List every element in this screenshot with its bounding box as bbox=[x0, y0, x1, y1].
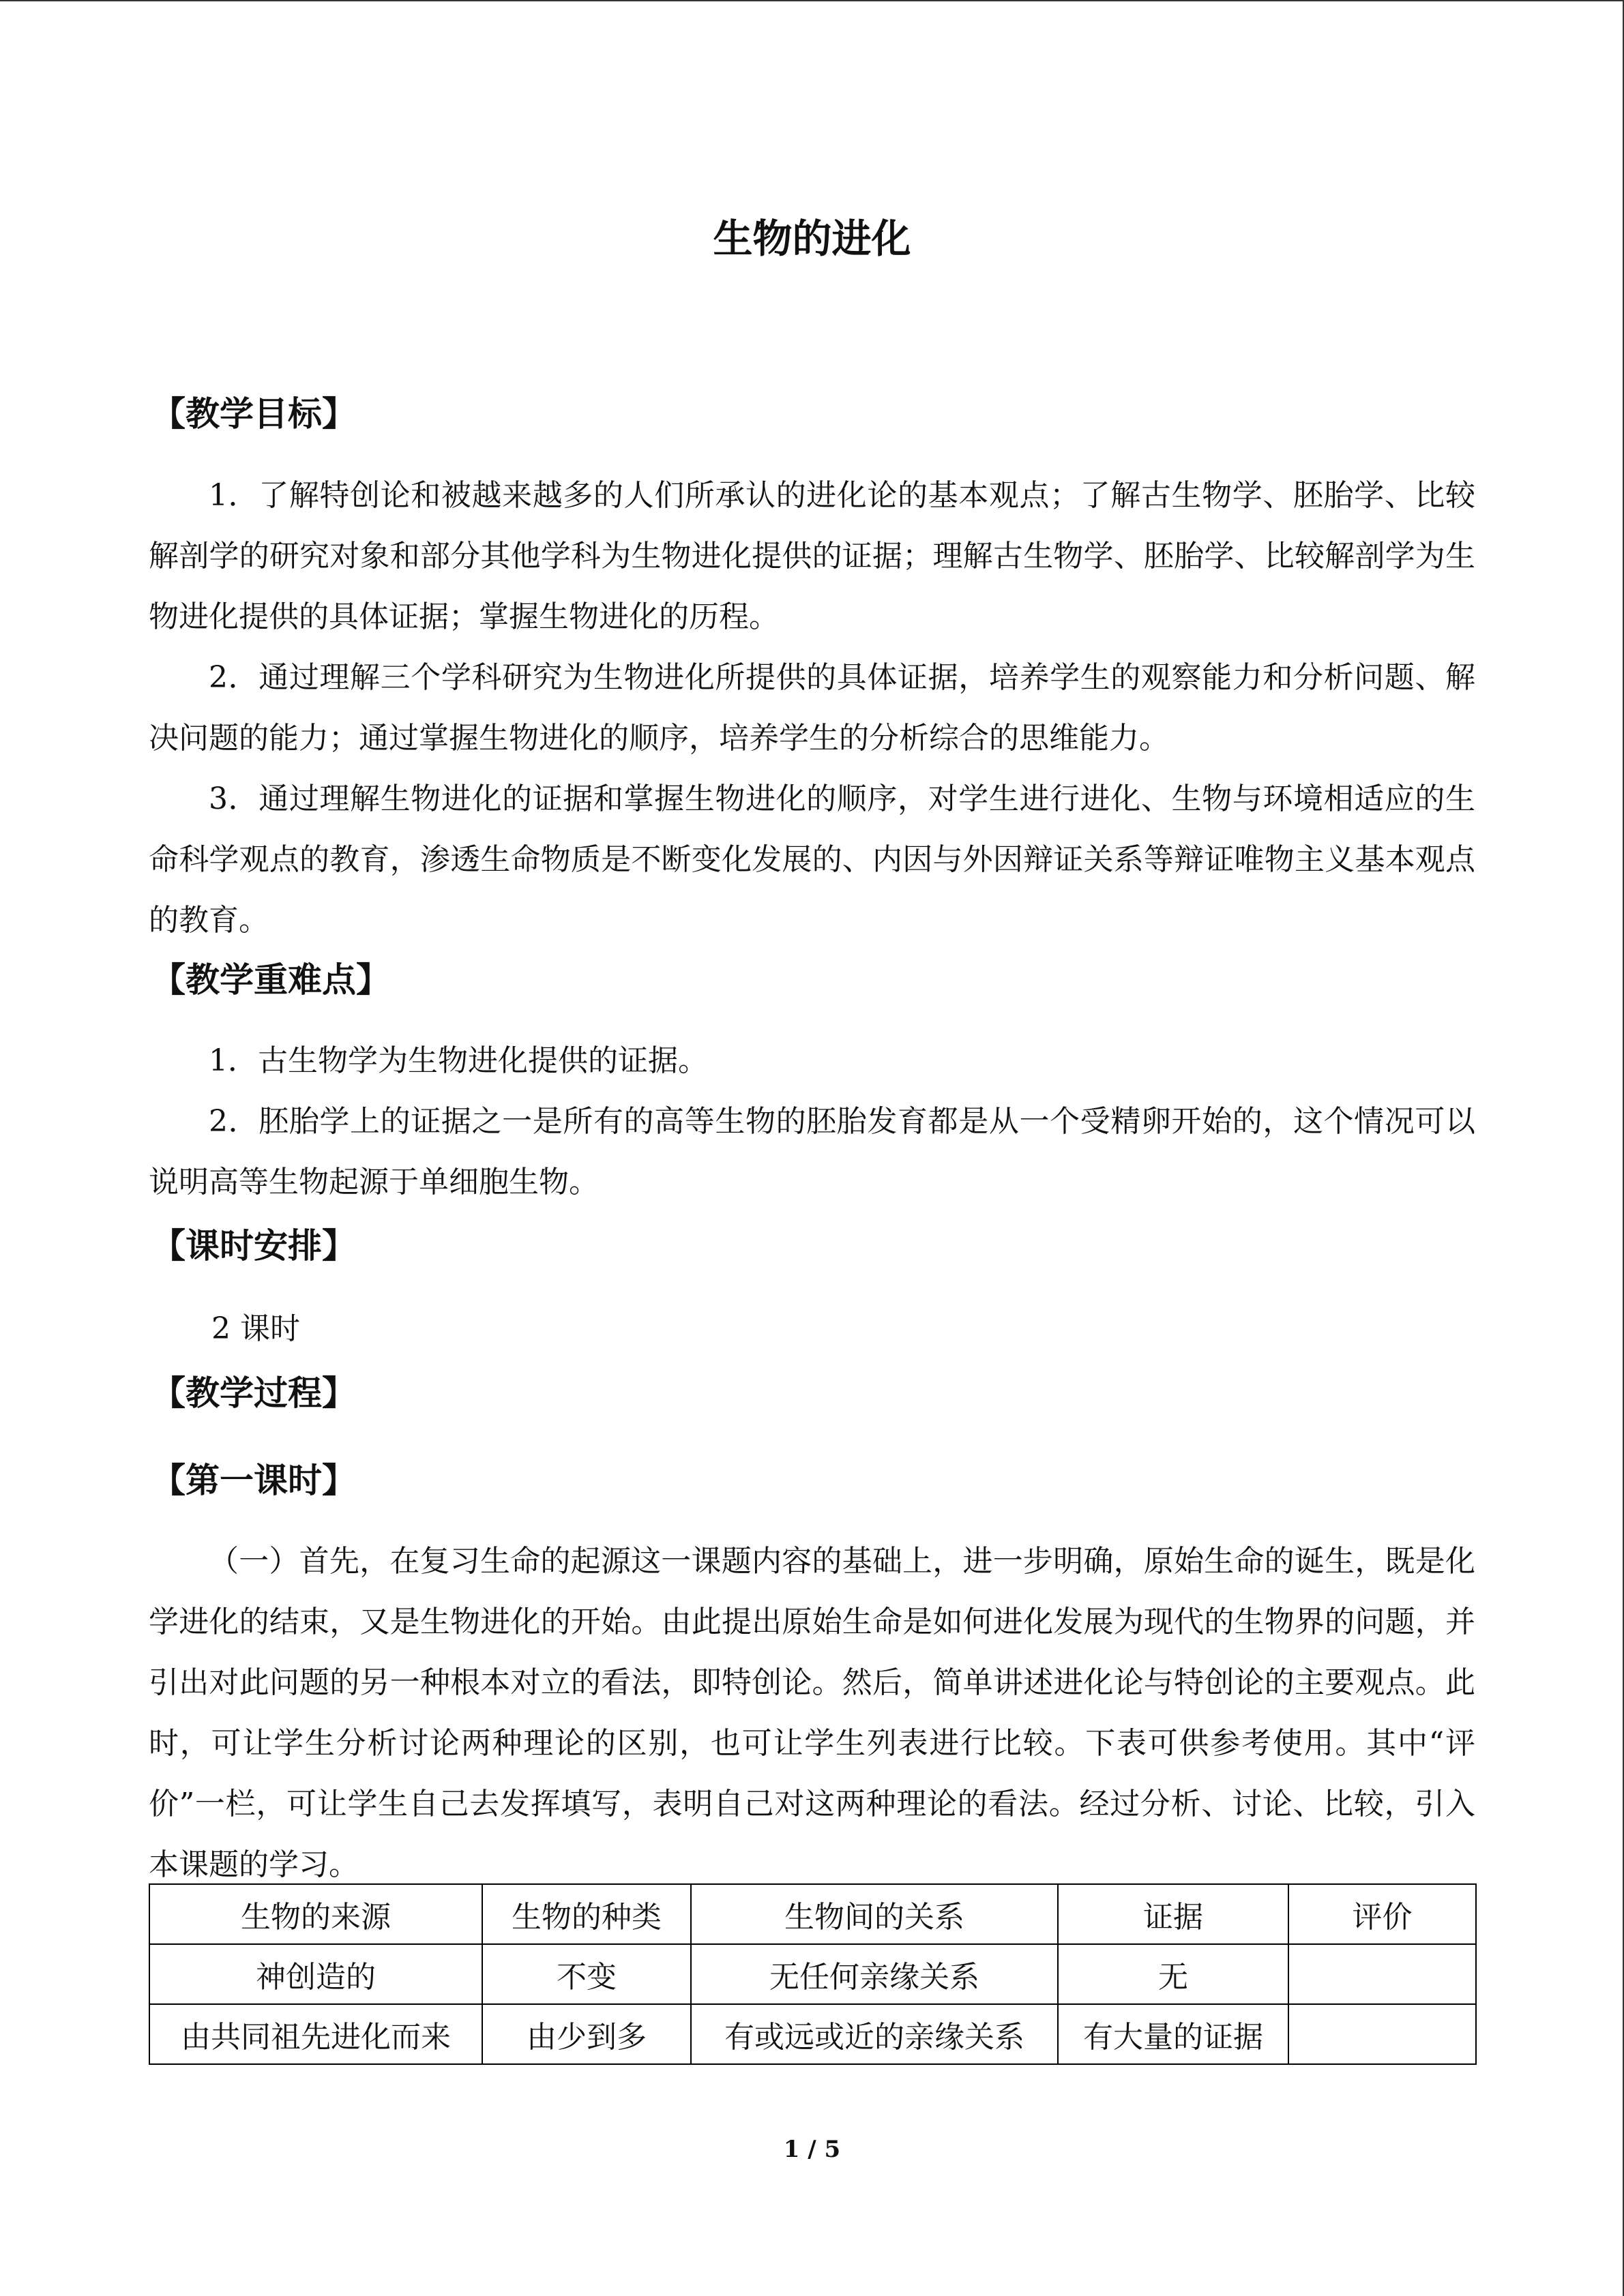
top-border-line bbox=[0, 0, 1624, 1]
table-header-cell: 生物的来源 bbox=[149, 1884, 482, 1944]
heading-process: 【教学过程】 bbox=[151, 1373, 356, 1413]
comparison-table bbox=[149, 1883, 1477, 2065]
table-header-cell: 生物间的关系 bbox=[691, 1884, 1058, 1944]
page-indicator: 1 / 5 bbox=[783, 2136, 841, 2163]
objective-item-1: 1．了解特创论和被越来越多的人们所承认的进化论的基本观点；了解古生物学、胚胎学、比较解剖学的研究对象和部分其他学科为生物进化提供的证据；理解古生物学、胚胎学、比较解剖学为生物进化提供的具体证据；掌握生物进化的历程。 bbox=[149, 478, 1475, 634]
table-cell: 由少到多 bbox=[482, 2004, 691, 2064]
lesson-1-paragraph: （一）首先，在复习生命的起源这一课题内容的基础上，进一步明确，原始生命的诞生，既是化学进化的结束，又是生物进化的开始。由此提出原始生命是如何进化发展为现代的生物界的问题，并引出对此问题的另一种根本对立的看法，即特创论。然后，简单讲述进化论与特创论的主要观点。此时，可让学生分析讨论两种理论的区别，也可让学生列表进行比较。下表可供参考使用。其中“评价”一栏，可让学生自己去发挥填写，表明自己对这两种理论的看法。经过分析、讨论、比较，引入本课题的学习。 bbox=[149, 1544, 1475, 1882]
table-cell bbox=[1288, 1944, 1476, 2004]
table-header-row bbox=[149, 1884, 1476, 1944]
table-cell: 有或远或近的亲缘关系 bbox=[691, 2004, 1058, 2064]
table-cell: 神创造的 bbox=[149, 1944, 482, 2004]
table-cell: 有大量的证据 bbox=[1058, 2004, 1288, 2064]
table-header-cell: 评价 bbox=[1288, 1884, 1476, 1944]
table-cell bbox=[1288, 2004, 1476, 2064]
document-title: 生物的进化 bbox=[713, 215, 911, 262]
table-cell: 由共同祖先进化而来 bbox=[149, 2004, 482, 2064]
key-point-item-2: 2．胚胎学上的证据之一是所有的高等生物的胚胎发育都是从一个受精卵开始的，这个情况可以说明高等生物起源于单细胞生物。 bbox=[149, 1104, 1475, 1199]
table-row bbox=[149, 2004, 1476, 2064]
heading-objectives: 【教学目标】 bbox=[151, 394, 356, 434]
table-header-cell: 证据 bbox=[1058, 1884, 1288, 1944]
table-cell: 无 bbox=[1058, 1944, 1288, 2004]
heading-key-points: 【教学重难点】 bbox=[151, 960, 390, 1000]
table-cell: 无任何亲缘关系 bbox=[691, 1944, 1058, 2004]
objective-item-3: 3．通过理解生物进化的证据和掌握生物进化的顺序，对学生进行进化、生物与环境相适应的生命科学观点的教育，渗透生命物质是不断变化发展的、内因与外因辩证关系等辩证唯物主义基本观点的教育。 bbox=[149, 781, 1475, 938]
objective-item-2: 2．通过理解三个学科研究为生物进化所提供的具体证据，培养学生的观察能力和分析问题、解决问题的能力；通过掌握生物进化的顺序，培养学生的分析综合的思维能力。 bbox=[149, 660, 1475, 756]
heading-schedule: 【课时安排】 bbox=[151, 1226, 356, 1266]
heading-lesson-1: 【第一课时】 bbox=[151, 1461, 356, 1500]
key-point-item-1: 1．古生物学为生物进化提供的证据。 bbox=[209, 1043, 708, 1078]
table-cell: 不变 bbox=[482, 1944, 691, 2004]
table-row bbox=[149, 1944, 1476, 2004]
schedule-text: 2 课时 bbox=[211, 1311, 300, 1346]
table-header-cell: 生物的种类 bbox=[482, 1884, 691, 1944]
